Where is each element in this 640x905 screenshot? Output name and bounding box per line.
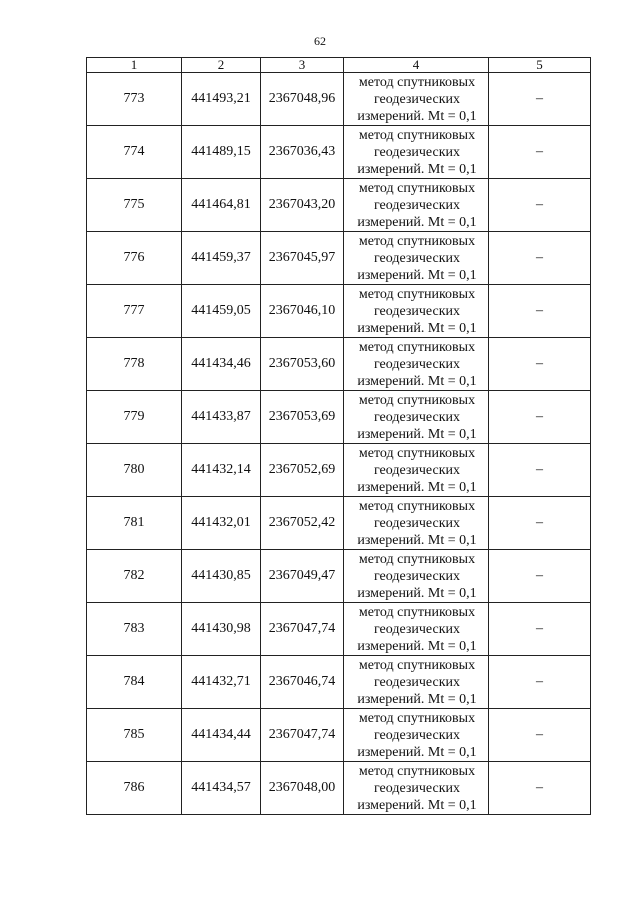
column-header-4: 4 xyxy=(344,58,489,73)
note-cell: – xyxy=(489,444,591,497)
note-cell: – xyxy=(489,656,591,709)
table-row xyxy=(87,603,591,656)
method-line: метод спутниковых xyxy=(358,339,476,355)
method-line: измерений. Mt = 0,1 xyxy=(357,108,477,124)
note-cell: – xyxy=(489,550,591,603)
method-line: метод спутниковых xyxy=(358,127,476,143)
x-coordinate-cell: 441430,98 xyxy=(182,603,261,656)
method-cell xyxy=(344,338,489,391)
point-number-cell: 784 xyxy=(87,656,182,709)
column-header-1: 1 xyxy=(87,58,182,73)
y-coordinate-cell: 2367047,74 xyxy=(261,709,344,762)
method-line: метод спутниковых xyxy=(358,74,476,90)
note-cell: – xyxy=(489,232,591,285)
method-line: геодезических xyxy=(373,568,460,584)
method-line: измерений. Mt = 0,1 xyxy=(357,161,477,177)
column-header-3: 3 xyxy=(261,58,344,73)
method-line: измерений. Mt = 0,1 xyxy=(357,744,477,760)
point-number-cell: 780 xyxy=(87,444,182,497)
method-cell xyxy=(344,550,489,603)
method-line: измерений. Mt = 0,1 xyxy=(357,532,477,548)
method-line: геодезических xyxy=(373,144,460,160)
table-row xyxy=(87,179,591,232)
table-row xyxy=(87,497,591,550)
method-line: геодезических xyxy=(373,197,460,213)
table-row xyxy=(87,444,591,497)
note-cell: – xyxy=(489,391,591,444)
table-row xyxy=(87,232,591,285)
x-coordinate-cell: 441464,81 xyxy=(182,179,261,232)
table-row xyxy=(87,656,591,709)
method-line: метод спутниковых xyxy=(358,710,476,726)
method-line: геодезических xyxy=(373,356,460,372)
y-coordinate-cell: 2367052,42 xyxy=(261,497,344,550)
x-coordinate-cell: 441459,37 xyxy=(182,232,261,285)
method-line: геодезических xyxy=(373,727,460,743)
point-number-cell: 774 xyxy=(87,126,182,179)
point-number-cell: 783 xyxy=(87,603,182,656)
method-line: метод спутниковых xyxy=(358,551,476,567)
x-coordinate-cell: 441432,14 xyxy=(182,444,261,497)
y-coordinate-cell: 2367052,69 xyxy=(261,444,344,497)
method-line: измерений. Mt = 0,1 xyxy=(357,214,477,230)
method-line: геодезических xyxy=(373,780,460,796)
method-line: метод спутниковых xyxy=(358,286,476,302)
column-header-2: 2 xyxy=(182,58,261,73)
method-line: измерений. Mt = 0,1 xyxy=(357,479,477,495)
y-coordinate-cell: 2367047,74 xyxy=(261,603,344,656)
y-coordinate-cell: 2367036,43 xyxy=(261,126,344,179)
method-line: измерений. Mt = 0,1 xyxy=(357,691,477,707)
y-coordinate-cell: 2367048,96 xyxy=(261,73,344,126)
table-row xyxy=(87,550,591,603)
method-cell xyxy=(344,285,489,338)
method-line: геодезических xyxy=(373,621,460,637)
coordinates-table xyxy=(86,57,591,815)
y-coordinate-cell: 2367048,00 xyxy=(261,762,344,815)
method-cell xyxy=(344,497,489,550)
note-cell: – xyxy=(489,179,591,232)
x-coordinate-cell: 441432,71 xyxy=(182,656,261,709)
method-line: метод спутниковых xyxy=(358,498,476,514)
method-line: геодезических xyxy=(373,515,460,531)
method-line: метод спутниковых xyxy=(358,392,476,408)
table-header-row xyxy=(87,58,591,73)
table-row xyxy=(87,73,591,126)
point-number-cell: 785 xyxy=(87,709,182,762)
x-coordinate-cell: 441489,15 xyxy=(182,126,261,179)
method-line: метод спутниковых xyxy=(358,763,476,779)
table-row xyxy=(87,391,591,444)
note-cell: – xyxy=(489,709,591,762)
method-line: геодезических xyxy=(373,409,460,425)
method-cell xyxy=(344,179,489,232)
method-line: геодезических xyxy=(373,462,460,478)
method-line: геодезических xyxy=(373,91,460,107)
point-number-cell: 782 xyxy=(87,550,182,603)
table-row xyxy=(87,126,591,179)
table-row xyxy=(87,338,591,391)
x-coordinate-cell: 441493,21 xyxy=(182,73,261,126)
y-coordinate-cell: 2367049,47 xyxy=(261,550,344,603)
method-line: метод спутниковых xyxy=(358,657,476,673)
table-row xyxy=(87,762,591,815)
y-coordinate-cell: 2367043,20 xyxy=(261,179,344,232)
x-coordinate-cell: 441434,44 xyxy=(182,709,261,762)
table-row xyxy=(87,709,591,762)
method-cell xyxy=(344,762,489,815)
x-coordinate-cell: 441459,05 xyxy=(182,285,261,338)
note-cell: – xyxy=(489,285,591,338)
point-number-cell: 777 xyxy=(87,285,182,338)
method-cell xyxy=(344,232,489,285)
method-line: измерений. Mt = 0,1 xyxy=(357,267,477,283)
method-line: метод спутниковых xyxy=(358,445,476,461)
point-number-cell: 773 xyxy=(87,73,182,126)
y-coordinate-cell: 2367053,60 xyxy=(261,338,344,391)
point-number-cell: 776 xyxy=(87,232,182,285)
method-line: метод спутниковых xyxy=(358,233,476,249)
method-line: измерений. Mt = 0,1 xyxy=(357,373,477,389)
point-number-cell: 778 xyxy=(87,338,182,391)
method-cell xyxy=(344,603,489,656)
page-number: 62 xyxy=(314,34,326,48)
method-line: геодезических xyxy=(373,303,460,319)
note-cell: – xyxy=(489,338,591,391)
column-header-5: 5 xyxy=(489,58,591,73)
method-line: метод спутниковых xyxy=(358,180,476,196)
method-line: геодезических xyxy=(373,674,460,690)
point-number-cell: 779 xyxy=(87,391,182,444)
method-line: измерений. Mt = 0,1 xyxy=(357,638,477,654)
y-coordinate-cell: 2367045,97 xyxy=(261,232,344,285)
note-cell: – xyxy=(489,603,591,656)
method-line: измерений. Mt = 0,1 xyxy=(357,426,477,442)
table-body xyxy=(87,73,591,815)
table-row xyxy=(87,285,591,338)
method-cell xyxy=(344,709,489,762)
point-number-cell: 786 xyxy=(87,762,182,815)
method-cell xyxy=(344,656,489,709)
point-number-cell: 781 xyxy=(87,497,182,550)
y-coordinate-cell: 2367046,10 xyxy=(261,285,344,338)
x-coordinate-cell: 441430,85 xyxy=(182,550,261,603)
method-line: измерений. Mt = 0,1 xyxy=(357,797,477,813)
method-cell xyxy=(344,444,489,497)
note-cell: – xyxy=(489,497,591,550)
method-line: метод спутниковых xyxy=(358,604,476,620)
note-cell: – xyxy=(489,762,591,815)
x-coordinate-cell: 441434,57 xyxy=(182,762,261,815)
method-line: измерений. Mt = 0,1 xyxy=(357,585,477,601)
point-number-cell: 775 xyxy=(87,179,182,232)
method-cell xyxy=(344,391,489,444)
x-coordinate-cell: 441433,87 xyxy=(182,391,261,444)
method-cell xyxy=(344,73,489,126)
method-line: измерений. Mt = 0,1 xyxy=(357,320,477,336)
note-cell: – xyxy=(489,73,591,126)
y-coordinate-cell: 2367046,74 xyxy=(261,656,344,709)
note-cell: – xyxy=(489,126,591,179)
method-cell xyxy=(344,126,489,179)
method-line: геодезических xyxy=(373,250,460,266)
x-coordinate-cell: 441434,46 xyxy=(182,338,261,391)
y-coordinate-cell: 2367053,69 xyxy=(261,391,344,444)
x-coordinate-cell: 441432,01 xyxy=(182,497,261,550)
